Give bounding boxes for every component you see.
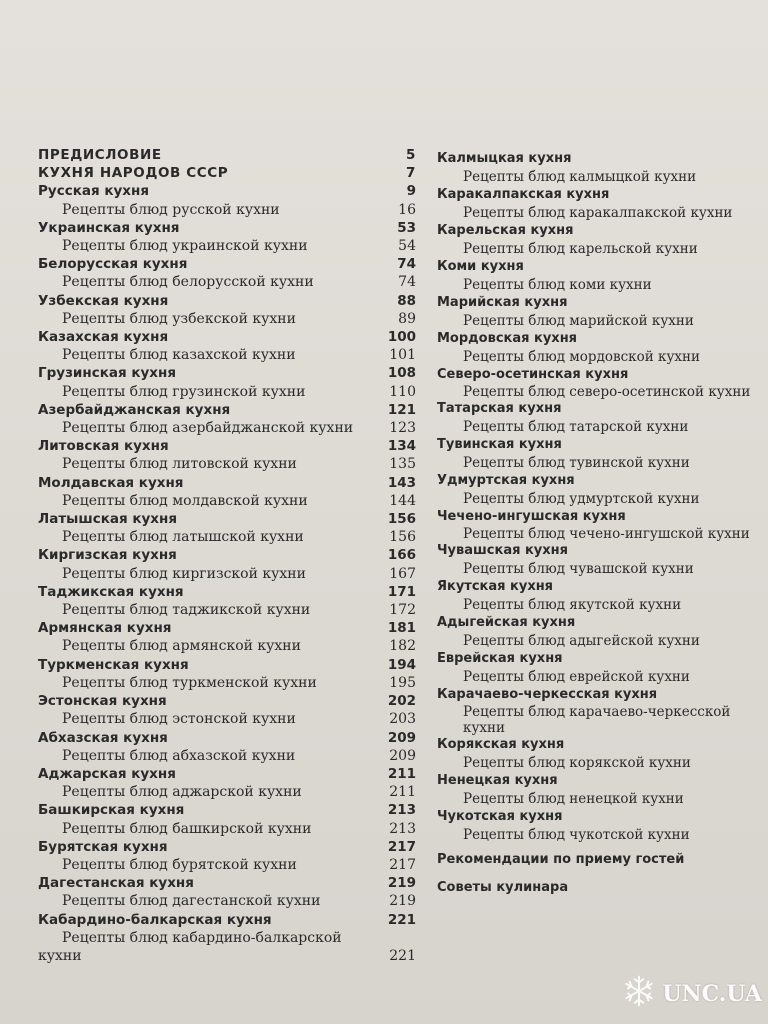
- toc-entry-title: Рецепты блюд башкирской кухни: [62, 820, 312, 837]
- toc-entry-recipe: [437, 754, 765, 772]
- toc-entry-recipe: [437, 418, 765, 436]
- toc-entry-recipe: [437, 240, 765, 258]
- toc-entry-cuisine: [38, 328, 416, 346]
- toc-entry-title: Рецепты блюд татарской кухни: [463, 419, 689, 435]
- toc-page-number: 166: [387, 547, 416, 564]
- toc-entry-recipe: [437, 348, 765, 366]
- toc-entry-title: Коми кухня: [437, 259, 524, 274]
- toc-entry-title: Карельская кухня: [437, 223, 574, 238]
- watermark-text: UNC.UA: [662, 981, 762, 1007]
- toc-entry-cuisine: [437, 472, 765, 490]
- toc-entry-recipe: [437, 826, 765, 844]
- toc-entry-title: Рецепты блюд азербайджанской кухни: [62, 420, 354, 437]
- toc-entry-title: Киргизская кухня: [38, 547, 177, 564]
- toc-entry-title: Украинская кухня: [38, 219, 180, 236]
- toc-entry-title: Калмыцкая кухня: [437, 151, 572, 166]
- toc-entry-title: Рецепты блюд коми кухни: [463, 277, 652, 293]
- toc-entry-title: Удмуртская кухня: [437, 473, 575, 488]
- toc-entry-cuisine: [38, 437, 416, 455]
- toc-entry-recipe: [38, 929, 416, 947]
- toc-entry-heading: [38, 146, 416, 164]
- toc-page-number: 167: [389, 565, 416, 582]
- toc-page-number: 123: [389, 420, 416, 437]
- toc-entry-recipe-wrap: [437, 704, 765, 736]
- toc-entry-title: Рецепты блюд таджикской кухни: [62, 602, 311, 619]
- toc-page-number: 54: [398, 238, 416, 255]
- toc-entry-cuisine: [38, 583, 416, 601]
- toc-entry-title: Рекомендации по приему гостей: [437, 852, 685, 867]
- toc-page-number: 134: [387, 438, 416, 455]
- toc-entry-cuisine: [38, 219, 416, 237]
- toc-entry-title: Русская кухня: [38, 183, 150, 200]
- toc-page-number: 172: [389, 602, 416, 619]
- toc-entry-recipe: [38, 492, 416, 510]
- toc-entry-cuisine: [38, 619, 416, 637]
- toc-entry-title: Ненецкая кухня: [437, 773, 558, 788]
- toc-entry-cuisine: [437, 772, 765, 790]
- toc-entry-title: Рецепты блюд украинской кухни: [62, 238, 308, 255]
- toc-entry-cuisine: [437, 542, 765, 560]
- toc-entry-title: Таджикская кухня: [38, 583, 184, 600]
- toc-entry-title: Рецепты блюд русской кухни: [62, 201, 280, 218]
- toc-page-number: 209: [389, 747, 416, 764]
- toc-entry-recipe: [437, 490, 765, 508]
- toc-entry-recipe: [38, 747, 416, 765]
- toc-page-number: 213: [389, 820, 416, 837]
- toc-page-number: 135: [389, 456, 416, 473]
- toc-page-number: 182: [389, 638, 416, 655]
- toc-entry-recipe: [38, 601, 416, 619]
- toc-entry-title: Рецепты блюд карачаево-черкесской кухни: [463, 704, 731, 736]
- toc-entry-cuisine: [437, 614, 765, 632]
- toc-entry-cuisine: [437, 186, 765, 204]
- toc-page-number: 74: [398, 274, 416, 291]
- toc-entry-title: Рецепты блюд литовской кухни: [62, 456, 297, 473]
- toc-entry-recipe: [437, 632, 765, 650]
- toc-entry-cuisine: [38, 838, 416, 856]
- toc-entry-recipe: [38, 856, 416, 874]
- toc-entry-title: Рецепты блюд киргизской кухни: [62, 565, 306, 582]
- toc-page-number: 181: [387, 620, 416, 637]
- toc-entry-title: Адыгейская кухня: [437, 615, 576, 630]
- toc-entry-title: Белорусская кухня: [38, 256, 188, 273]
- toc-entry-title: Рецепты блюд армянской кухни: [62, 638, 301, 655]
- toc-entry-recipe: [437, 668, 765, 686]
- toc-page-number: 108: [387, 365, 416, 382]
- toc-entry-title: Рецепты блюд молдавской кухни: [62, 492, 308, 509]
- toc-entry-cuisine: [437, 258, 765, 276]
- toc-entry-recipe-wrap: [437, 384, 765, 400]
- toc-page-number: 211: [389, 784, 416, 801]
- toc-page-number: 202: [387, 693, 416, 710]
- toc-entry-title: Рецепты блюд чукотской кухни: [463, 827, 690, 843]
- toc-entry-cuisine: [38, 364, 416, 382]
- toc-entry-recipe: [38, 674, 416, 692]
- toc-entry-recipe: [38, 201, 416, 219]
- toc-page-number: 143: [387, 474, 416, 491]
- toc-entry-cuisine: [38, 401, 416, 419]
- toc-page-number: 74: [397, 256, 416, 273]
- toc-entry-title: Чувашская кухня: [437, 543, 568, 558]
- toc-entry-title: Бурятская кухня: [38, 838, 168, 855]
- toc-entry-title: Рецепты блюд северо-осетинской кухни: [463, 384, 751, 400]
- toc-entry-title: Латышская кухня: [38, 511, 178, 528]
- toc-entry-recipe: [38, 383, 416, 401]
- toc-page-number: 209: [387, 729, 416, 746]
- toc-page-number: 195: [389, 674, 416, 691]
- toc-entry-recipe: [437, 276, 765, 294]
- toc-page-number: 156: [387, 511, 416, 528]
- toc-entry-title: Аджарская кухня: [38, 765, 176, 782]
- toc-entry-title: Рецепты блюд казахской кухни: [62, 347, 296, 364]
- toc-entry-cuisine: [38, 255, 416, 273]
- toc-entry-title: Якутская кухня: [437, 579, 554, 594]
- toc-entry-title: Рецепты блюд адыгейской кухни: [463, 633, 700, 649]
- toc-entry-cuisine: [38, 801, 416, 819]
- toc-entry-title: Рецепты блюд кабардино-балкарской: [62, 929, 342, 946]
- toc-entry-title: Башкирская кухня: [38, 802, 185, 819]
- toc-page-number: 7: [406, 165, 416, 182]
- toc-right-column: [437, 150, 765, 900]
- toc-entry-title: Армянская кухня: [38, 620, 172, 637]
- toc-entry-title: Абхазская кухня: [38, 729, 168, 746]
- toc-page-number: 9: [406, 183, 416, 200]
- toc-entry-title: Татарская кухня: [437, 401, 562, 416]
- toc-page-number: 221: [389, 947, 416, 964]
- toc-page-number: 100: [387, 329, 416, 346]
- toc-entry-cuisine: [38, 765, 416, 783]
- toc-entry-title: Рецепты блюд эстонской кухни: [62, 711, 296, 728]
- toc-entry-cuisine: [437, 330, 765, 348]
- toc-entry-cuisine: [437, 150, 765, 168]
- toc-entry-title: Азербайджанская кухня: [38, 401, 231, 418]
- watermark: [622, 974, 762, 1014]
- toc-entry-final: [437, 876, 765, 900]
- toc-page-number: 101: [389, 347, 416, 364]
- toc-entry-title: Грузинская кухня: [38, 365, 177, 382]
- toc-entry-title: Каракалпакская кухня: [437, 187, 610, 202]
- toc-entry-cuisine: [38, 510, 416, 528]
- toc-entry-title: Дагестанская кухня: [38, 875, 194, 892]
- toc-entry-cuisine: [437, 222, 765, 240]
- toc-entry-recipe: [38, 528, 416, 546]
- toc-entry-title: Рецепты блюд грузинской кухни: [62, 383, 306, 400]
- toc-page-number: 88: [397, 292, 416, 309]
- toc-page-number: 219: [387, 875, 416, 892]
- toc-entry-recipe: [437, 560, 765, 578]
- toc-entry-title: Рецепты блюд каракалпакской кухни: [463, 205, 733, 221]
- toc-entry-recipe: [38, 783, 416, 801]
- toc-entry-cuisine: [38, 656, 416, 674]
- toc-entry-title: Молдавская кухня: [38, 474, 184, 491]
- toc-entry-title: Рецепты блюд туркменской кухни: [62, 674, 317, 691]
- toc-entry-cuisine: [437, 578, 765, 596]
- toc-entry-recipe: [437, 454, 765, 472]
- toc-entry-title: Рецепты блюд калмыцкой кухни: [463, 169, 697, 185]
- toc-entry-title: Тувинская кухня: [437, 437, 562, 452]
- toc-entry-title: Рецепты блюд узбекской кухни: [62, 310, 296, 327]
- toc-entry-recipe: [38, 237, 416, 255]
- toc-entry-cuisine: [437, 508, 765, 526]
- toc-entry-recipe: [38, 273, 416, 291]
- toc-entry-title: Чечено-ингушская кухня: [437, 509, 626, 524]
- toc-entry-recipe: [38, 310, 416, 328]
- toc-entry-recipe: [437, 204, 765, 222]
- toc-entry-recipe: [38, 710, 416, 728]
- toc-entry-cuisine: [437, 400, 765, 418]
- toc-entry-title: ПРЕДИСЛОВИЕ: [38, 147, 162, 163]
- toc-entry-title: Рецепты блюд тувинской кухни: [463, 455, 690, 471]
- toc-page-number: 213: [387, 802, 416, 819]
- toc-entry-title: Советы кулинара: [437, 880, 569, 895]
- toc-page-number: 5: [406, 147, 416, 163]
- toc-entry-cuisine: [38, 911, 416, 929]
- toc-entry-cuisine: [437, 650, 765, 668]
- toc-entry-recipe: [437, 596, 765, 614]
- toc-entry-recipe: [38, 565, 416, 583]
- toc-page-number: 219: [389, 893, 416, 910]
- toc-entry-title: Рецепты блюд марийской кухни: [463, 313, 694, 329]
- toc-left-column: [38, 146, 416, 965]
- toc-entry-cuisine: [437, 686, 765, 704]
- toc-page-number: 211: [387, 765, 416, 782]
- toc-entry-recipe: [38, 892, 416, 910]
- toc-entry-title: Рецепты блюд дагестанской кухни: [62, 893, 321, 910]
- toc-entry-recipe: [38, 419, 416, 437]
- toc-entry-title: Северо-осетинская кухня: [437, 367, 629, 382]
- toc-entry-cuisine: [38, 692, 416, 710]
- toc-entry-title: Карачаево-черкесская кухня: [437, 687, 658, 702]
- toc-entry-title: Корякская кухня: [437, 737, 565, 752]
- toc-entry-title: Рецепты блюд чувашской кухни: [463, 561, 694, 577]
- toc-entry-final: [437, 848, 765, 872]
- toc-entry-recipe: [437, 790, 765, 808]
- toc-page-number: 217: [387, 838, 416, 855]
- toc-entry-cuisine: [437, 436, 765, 454]
- toc-entry-title: Марийская кухня: [437, 295, 568, 310]
- toc-entry-title: КУХНЯ НАРОДОВ СССР: [38, 165, 229, 182]
- toc-entry-cuisine: [437, 808, 765, 826]
- toc-entry-title: Чукотская кухня: [437, 809, 563, 824]
- toc-entry-title: Рецепты блюд абхазской кухни: [62, 747, 296, 764]
- toc-entry-recipe: [437, 312, 765, 330]
- toc-page-number: 16: [398, 201, 416, 218]
- toc-entry-title: кухни: [38, 947, 82, 964]
- toc-entry-recipe: [38, 820, 416, 838]
- toc-entry-title: Узбекская кухня: [38, 292, 169, 309]
- toc-page-number: 156: [389, 529, 416, 546]
- toc-entry-recipe: [38, 637, 416, 655]
- toc-page-number: 171: [387, 583, 416, 600]
- toc-page-number: 89: [398, 310, 416, 327]
- toc-entry-cuisine: [38, 729, 416, 747]
- toc-entry-cuisine: [437, 366, 765, 384]
- toc-entry-title: Мордовская кухня: [437, 331, 578, 346]
- toc-entry-recipe: [437, 168, 765, 186]
- toc-page-number: 121: [387, 401, 416, 418]
- toc-entry-title: Рецепты блюд еврейской кухни: [463, 669, 690, 685]
- toc-entry-cuisine: [38, 474, 416, 492]
- snowflake-icon: [622, 974, 656, 1014]
- toc-entry-cuisine: [437, 294, 765, 312]
- toc-entry-cuisine: [38, 182, 416, 200]
- toc-page-number: 53: [397, 219, 416, 236]
- toc-entry-title: Рецепты блюд ненецкой кухни: [463, 791, 684, 807]
- toc-page-number: 221: [387, 911, 416, 928]
- toc-entry-title: Рецепты блюд корякской кухни: [463, 755, 691, 771]
- toc-entry-title: Рецепты блюд латышской кухни: [62, 529, 304, 546]
- toc-entry-title: Кабардино-балкарская кухня: [38, 911, 272, 928]
- toc-entry-recipe: [38, 346, 416, 364]
- toc-entry-title: Казахская кухня: [38, 329, 169, 346]
- toc-page-number: 217: [389, 856, 416, 873]
- toc-entry-title: Рецепты блюд мордовской кухни: [463, 349, 701, 365]
- toc-entry-recipe: [38, 455, 416, 473]
- toc-entry-cuisine: [38, 546, 416, 564]
- toc-page-number: 110: [389, 383, 416, 400]
- toc-entry-title: Эстонская кухня: [38, 693, 167, 710]
- toc-entry-title: Еврейская кухня: [437, 651, 563, 666]
- toc-entry-title: Рецепты блюд якутской кухни: [463, 597, 682, 613]
- toc-entry-cuisine: [38, 874, 416, 892]
- toc-entry-recipe-cont: [38, 947, 416, 965]
- toc-entry-title: Туркменская кухня: [38, 656, 189, 673]
- toc-entry-cuisine: [38, 292, 416, 310]
- toc-entry-cuisine: [437, 736, 765, 754]
- toc-page-number: 194: [387, 656, 416, 673]
- toc-page-number: 144: [389, 492, 416, 509]
- toc-entry-title: Рецепты блюд чечено-ингушской кухни: [463, 526, 750, 542]
- toc-entry-title: Рецепты блюд аджарской кухни: [62, 784, 302, 801]
- toc-entry-title: Рецепты блюд бурятской кухни: [62, 856, 297, 873]
- toc-entry-title: Рецепты блюд удмуртской кухни: [463, 491, 700, 507]
- toc-entry-heading: [38, 164, 416, 182]
- toc-entry-title: Литовская кухня: [38, 438, 169, 455]
- toc-entry-title: Рецепты блюд белорусской кухни: [62, 274, 314, 291]
- toc-page-number: 203: [389, 711, 416, 728]
- toc-entry-title: Рецепты блюд карельской кухни: [463, 241, 698, 257]
- toc-entry-recipe-wrap: [437, 526, 765, 542]
